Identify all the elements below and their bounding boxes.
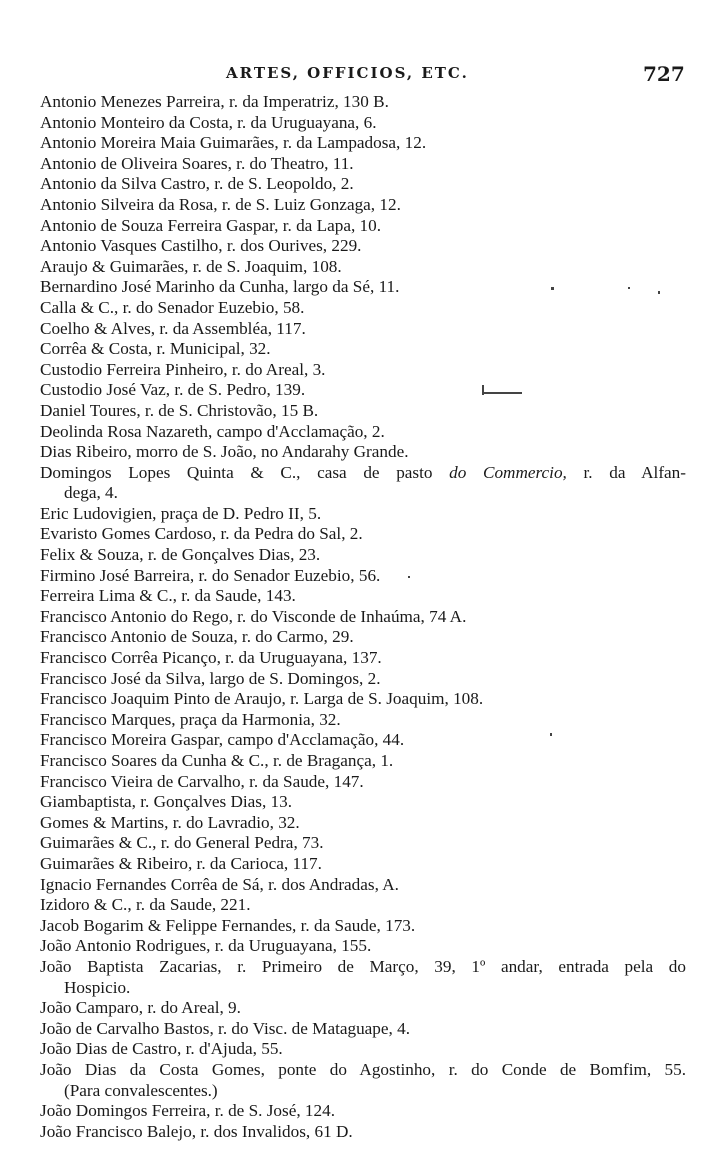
entry-text: João Antonio Rodrigues, r. da Uruguayana, 155.: [40, 936, 372, 956]
entry-text: Firmino José Barreira, r. do Senador Euzebio, 56.: [40, 565, 381, 585]
entry-text: João de Carvalho Bastos, r. do Visc. de Mataguape, 4.: [40, 1018, 411, 1038]
directory-entry: [40, 174, 686, 195]
directory-entry: [40, 277, 686, 298]
directory-entry: [40, 730, 686, 751]
running-header: [0, 62, 725, 88]
directory-entry: [40, 236, 686, 257]
entry-text: Antonio de Souza Ferreira Gaspar, r. da Lapa, 10.: [40, 215, 382, 235]
entry-text-after: r. da Alfan-: [566, 462, 687, 482]
directory-entry: [40, 813, 686, 834]
entry-text-before: Domingos Lopes Quinta & C., casa de pasto: [40, 462, 450, 482]
entry-text: João Dias de Castro, r. d'Ajuda, 55.: [40, 1039, 283, 1059]
entry-text: Francisco Corrêa Picanço, r. da Uruguayana, 137.: [40, 648, 382, 668]
directory-entry: [40, 627, 686, 648]
directory-entry: [40, 586, 686, 607]
directory-entry: [40, 360, 686, 381]
entry-text: Bernardino José Marinho da Cunha, largo da Sé, 11.: [40, 277, 400, 297]
directory-entry: [40, 524, 686, 545]
entry-italic: do Commercio,: [449, 462, 567, 482]
directory-entry: [40, 298, 686, 319]
entry-continuation: (Para convalescentes.): [64, 1080, 218, 1100]
ink-speck: [482, 392, 522, 394]
directory-entry: [40, 339, 686, 360]
entry-text: Francisco Moreira Gaspar, campo d'Acclamação, 44.: [40, 730, 405, 750]
entry-text: Corrêa & Costa, r. Municipal, 32.: [40, 339, 271, 359]
directory-entry: [40, 401, 686, 422]
entry-text: Daniel Toures, r. de S. Christovão, 15 B.: [40, 400, 319, 420]
directory-entry: [40, 422, 686, 443]
directory-entry: [40, 133, 686, 154]
directory-entry: [40, 1122, 686, 1143]
entry-text: Antonio da Silva Castro, r. de S. Leopoldo, 2.: [40, 174, 354, 194]
ink-speck: [658, 291, 660, 294]
entry-text: Antonio Vasques Castilho, r. dos Ourives, 229.: [40, 236, 362, 256]
ink-speck: [550, 733, 552, 736]
directory-entry: [40, 380, 686, 401]
directory-entry: [40, 895, 686, 916]
entry-text: João Francisco Balejo, r. dos Invalidos, 61 D.: [40, 1121, 353, 1141]
entry-text: Francisco Antonio de Souza, r. do Carmo, 29.: [40, 627, 354, 647]
entry-list: [40, 92, 686, 1142]
ink-speck: [551, 287, 554, 290]
entry-text: Antonio Silveira da Rosa, r. de S. Luiz Gonzaga, 12.: [40, 194, 401, 214]
directory-entry: [40, 957, 686, 978]
ink-speck: [408, 576, 410, 578]
directory-entry: [40, 669, 686, 690]
directory-entry: [40, 854, 686, 875]
entry-text: Antonio de Oliveira Soares, r. do Theatro, 11.: [40, 153, 354, 173]
directory-entry: [40, 833, 686, 854]
entry-text: Calla & C., r. do Senador Euzebio, 58.: [40, 297, 305, 317]
entry-text: Francisco Vieira de Carvalho, r. da Saude, 147.: [40, 771, 364, 791]
directory-entry: [40, 92, 686, 113]
entry-text: Francisco José da Silva, largo de S. Domingos, 2.: [40, 668, 381, 688]
directory-entry: [40, 566, 686, 587]
entry-text: Francisco Joaquim Pinto de Araujo, r. Larga de S. Joaquim, 108.: [40, 689, 484, 709]
directory-entry: [40, 504, 686, 525]
entry-continuation: Hospicio.: [64, 977, 131, 997]
entry-text: Guimarães & Ribeiro, r. da Carioca, 117.: [40, 853, 322, 873]
directory-entry: [40, 998, 686, 1019]
directory-entry: [40, 463, 686, 484]
directory-entry: [40, 689, 686, 710]
entry-text: Araujo & Guimarães, r. de S. Joaquim, 108.: [40, 256, 342, 276]
entry-text: Eric Ludovigien, praça de D. Pedro II, 5.: [40, 503, 322, 523]
page-number: 727: [643, 62, 685, 86]
entry-text: João Domingos Ferreira, r. de S. José, 124.: [40, 1101, 336, 1121]
entry-text: Dias Ribeiro, morro de S. João, no Andarahy Grande.: [40, 442, 409, 462]
entry-text: João Baptista Zacarias, r. Primeiro de Março, 39, 1º andar, entrada pela do: [40, 956, 686, 976]
directory-entry: [40, 545, 686, 566]
directory-entry: [40, 792, 686, 813]
directory-entry: [40, 1060, 686, 1081]
entry-text: Custodio José Vaz, r. de S. Pedro, 139.: [40, 380, 306, 400]
entry-text: Ferreira Lima & C., r. da Saude, 143.: [40, 586, 296, 606]
entry-text: Deolinda Rosa Nazareth, campo d'Acclamação, 2.: [40, 421, 385, 441]
directory-entry: [40, 1101, 686, 1122]
entry-text: Felix & Souza, r. de Gonçalves Dias, 23.: [40, 545, 321, 565]
entry-text: Custodio Ferreira Pinheiro, r. do Areal, 3.: [40, 359, 326, 379]
directory-entry: [40, 113, 686, 134]
directory-entry: [40, 1019, 686, 1040]
directory-entry: [40, 442, 686, 463]
directory-entry: [40, 916, 686, 937]
directory-entry: [40, 216, 686, 237]
entry-text: Giambaptista, r. Gonçalves Dias, 13.: [40, 792, 293, 812]
entry-text: Francisco Antonio do Rego, r. do Visconde de Inhaúma, 74 A.: [40, 606, 467, 626]
entry-text: João Dias da Costa Gomes, ponte do Agostinho, r. do Conde de Bomfim, 55.: [40, 1059, 686, 1079]
entry-text: Ignacio Fernandes Corrêa de Sá, r. dos Andradas, A.: [40, 874, 399, 894]
entry-text: Coelho & Alves, r. da Assembléa, 117.: [40, 318, 306, 338]
directory-entry: [40, 257, 686, 278]
directory-entry: [40, 936, 686, 957]
directory-entry: [40, 648, 686, 669]
directory-entry: [40, 875, 686, 896]
directory-entry: [40, 319, 686, 340]
entry-text: Francisco Soares da Cunha & C., r. de Bragança, 1.: [40, 751, 394, 770]
entry-text: Guimarães & C., r. do General Pedra, 73.: [40, 833, 324, 853]
directory-entry: [40, 1039, 686, 1060]
directory-entry: [40, 195, 686, 216]
directory-entry: [40, 607, 686, 628]
entry-text: Antonio Menezes Parreira, r. da Imperatriz, 130 B.: [40, 92, 389, 111]
directory-entry: [40, 751, 686, 772]
entry-text: Izidoro & C., r. da Saude, 221.: [40, 895, 251, 915]
entry-text: Antonio Moreira Maia Guimarães, r. da Lampadosa, 12.: [40, 133, 427, 153]
directory-entry: [40, 710, 686, 731]
page-title: ARTES, OFFICIOS, ETC.: [226, 64, 469, 82]
entry-text: João Camparo, r. do Areal, 9.: [40, 998, 241, 1018]
ink-speck: [628, 287, 630, 289]
entry-text: Antonio Monteiro da Costa, r. da Uruguayana, 6.: [40, 112, 377, 132]
entry-continuation: dega, 4.: [64, 483, 118, 503]
directory-entry: [40, 154, 686, 175]
directory-entry: [40, 772, 686, 793]
entry-text: Francisco Marques, praça da Harmonia, 32.: [40, 709, 341, 729]
ink-speck: [482, 385, 484, 395]
entry-text: Gomes & Martins, r. do Lavradio, 32.: [40, 812, 300, 832]
entry-text: Evaristo Gomes Cardoso, r. da Pedra do Sal, 2.: [40, 524, 363, 544]
entry-text: Jacob Bogarim & Felippe Fernandes, r. da Saude, 173.: [40, 915, 416, 935]
